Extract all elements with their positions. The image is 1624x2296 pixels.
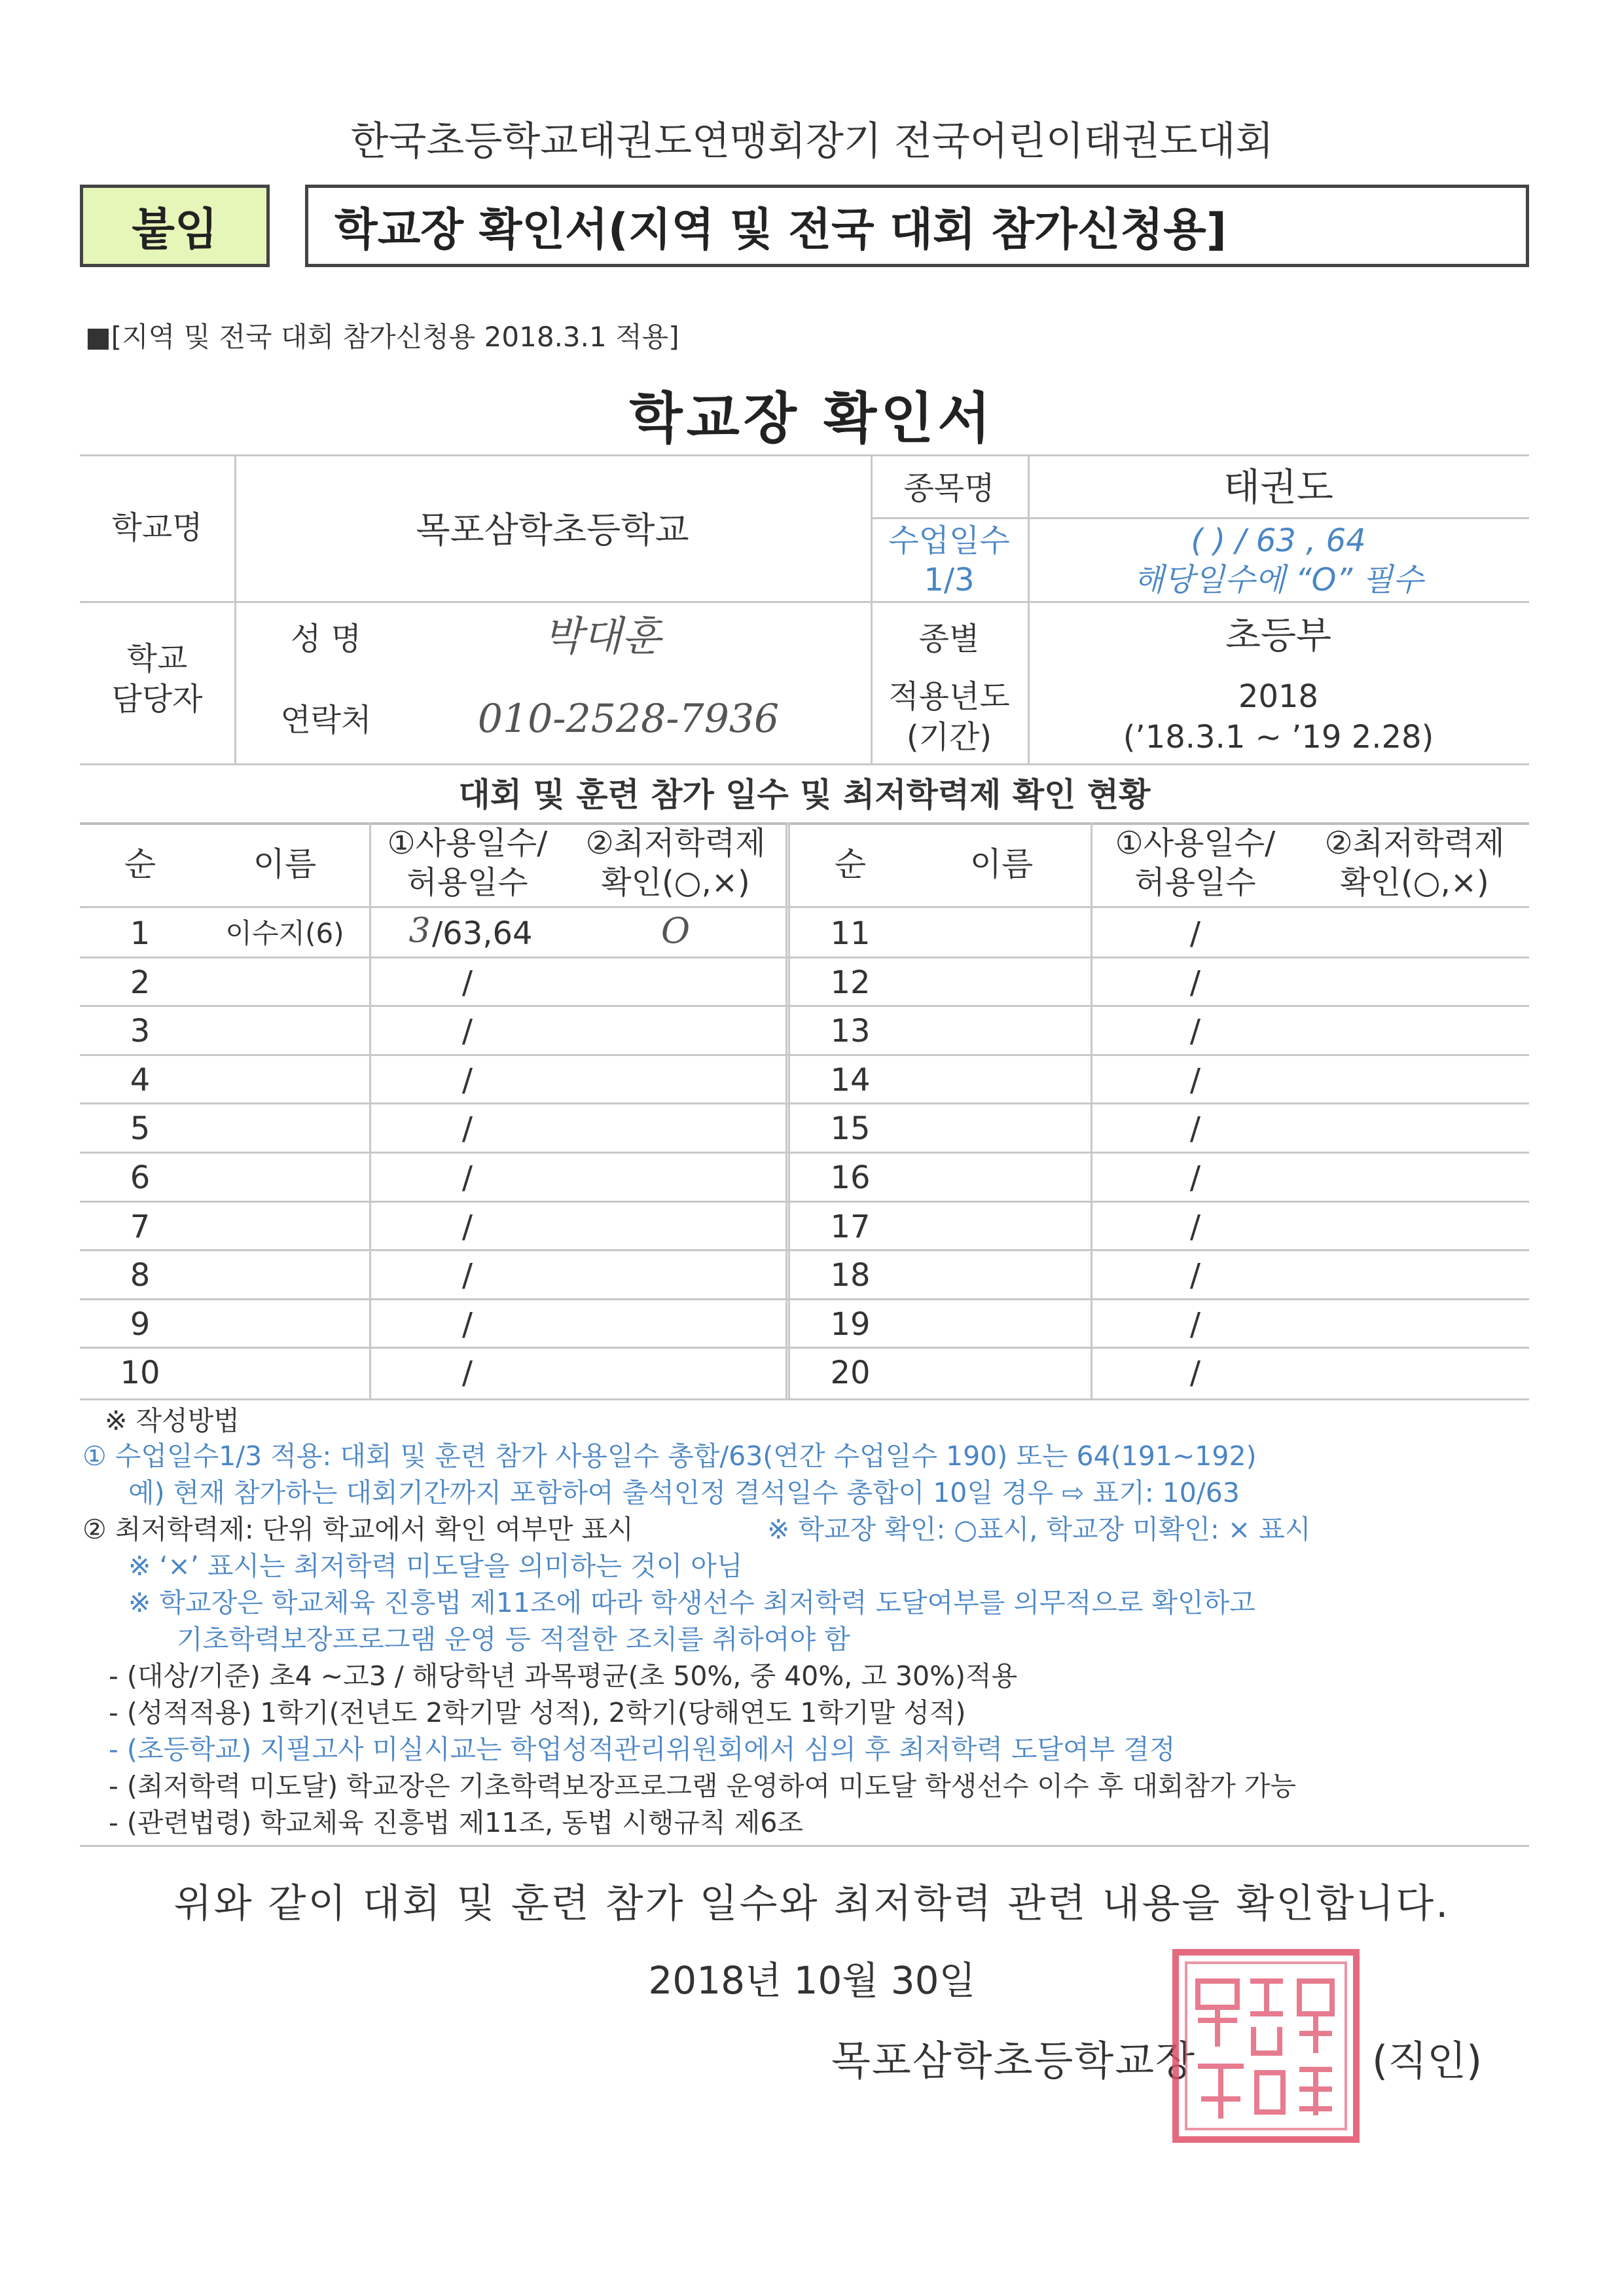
note-line-3b: ※ 학교장 확인: ○표시, 학교장 미확인: × 표시 bbox=[767, 1514, 1311, 1545]
row-number: 20 bbox=[830, 1355, 871, 1391]
note-line-5: ※ 학교장은 학교체육 진흥법 제11조에 따라 학생선수 최저학력 도달여부를 의무적으로 확인하고 bbox=[128, 1587, 1255, 1618]
principal-signature: 목포삼학초등학교장 bbox=[831, 2037, 1197, 2085]
note-line-6: 기초학력보장프로그램 운영 등 적절한 조치를 취하여야 함 bbox=[177, 1624, 850, 1655]
status-header-border bbox=[80, 906, 1529, 908]
row-number: 1 bbox=[130, 915, 151, 952]
row-number: 8 bbox=[130, 1257, 151, 1294]
row-number: 12 bbox=[830, 964, 871, 1001]
contact-handwritten: 010-2528-7936 bbox=[477, 696, 780, 742]
row-divider bbox=[80, 1298, 1529, 1300]
note-line-7: - (대상/기준) 초4 ~고3 / 해당학년 과목평균(초 50%, 중 40%, 고 30%)적용 bbox=[109, 1660, 1018, 1692]
division-value: 초등부 bbox=[1225, 615, 1332, 657]
row-number: 15 bbox=[830, 1110, 871, 1147]
row-number: 19 bbox=[830, 1306, 871, 1343]
header-days-right-2: 허용일수 bbox=[1134, 864, 1256, 901]
row-number: 5 bbox=[130, 1110, 151, 1147]
allowed-days: / bbox=[1189, 1257, 1201, 1294]
row-number: 9 bbox=[130, 1306, 151, 1343]
allowed-days: / bbox=[461, 1110, 473, 1147]
info-top-border bbox=[80, 454, 1529, 456]
row-divider bbox=[80, 1347, 1529, 1349]
confirm-statement: 위와 같이 대회 및 훈련 참가 일수와 최저학력 관련 내용을 확인합니다. bbox=[173, 1881, 1451, 1927]
info-divider bbox=[80, 601, 1529, 603]
contact-label: 연락처 bbox=[280, 702, 372, 738]
form-code: ■[지역 및 전국 대회 참가신청용 2018.3.1 적용] bbox=[85, 321, 679, 353]
header-check-left-2: 확인(○,×) bbox=[601, 864, 750, 901]
note-line-8: - (성적적용) 1학기(전년도 2학기말 성적), 2학기(당해연도 1학기말 성적) bbox=[109, 1697, 966, 1728]
staff-label-1: 학교 bbox=[126, 640, 188, 677]
allowed-days: / bbox=[461, 1257, 473, 1294]
event-title: 한국초등학교태권도연맹회장기 전국어린이태권도대회 bbox=[350, 118, 1274, 164]
header-check-right-1: ②최저학력제 bbox=[1324, 825, 1505, 862]
allowed-days: / bbox=[461, 964, 473, 1001]
spacer bbox=[234, 682, 871, 684]
header-days-left-1: ①사용일수/ bbox=[387, 825, 548, 862]
header-check-right-2: 확인(○,×) bbox=[1340, 864, 1489, 901]
class-days-value: ( ) / 63 , 64 bbox=[1191, 522, 1366, 559]
allowed-days: / bbox=[461, 1062, 473, 1099]
row-divider bbox=[80, 1249, 1529, 1251]
notes-heading: ※ 작성방법 bbox=[105, 1405, 240, 1436]
header-name-left: 이름 bbox=[253, 845, 317, 883]
allowed-days: / bbox=[1189, 1110, 1201, 1147]
attachment-badge bbox=[80, 185, 270, 267]
row-number: 3 bbox=[130, 1013, 151, 1049]
class-days-note: 해당일수에 “O” 필수 bbox=[1133, 562, 1424, 598]
header-days-left-2: 허용일수 bbox=[406, 864, 528, 901]
row-divider bbox=[80, 1201, 1529, 1203]
grade-check-mark: O bbox=[660, 910, 691, 951]
header-name-right: 이름 bbox=[969, 845, 1034, 883]
row-divider bbox=[80, 1102, 1529, 1104]
used-days-handwritten: 3 bbox=[408, 911, 431, 951]
row-number: 10 bbox=[120, 1355, 160, 1391]
allowed-days: / bbox=[1189, 1013, 1201, 1049]
document-title: 학교장 확인서 bbox=[629, 386, 995, 450]
seal-label: (직인) bbox=[1372, 2037, 1483, 2085]
allowed-days: / bbox=[1189, 964, 1201, 1001]
note-line-1: ① 수업일수1/3 적용: 대회 및 훈련 참가 사용일수 총합/63(연간 수업일수 190) 또는 64(191~192) bbox=[82, 1440, 1257, 1472]
year-label-1: 적용년도 bbox=[888, 678, 1010, 715]
staff-label-2: 담당자 bbox=[111, 681, 203, 718]
notes-bottom-border bbox=[80, 1845, 1529, 1847]
status-center-line bbox=[785, 822, 787, 1398]
allowed-days: / bbox=[461, 1306, 473, 1343]
note-line-11: - (관련법령) 학교체육 진흥법 제11조, 동법 시행규칙 제6조 bbox=[109, 1807, 804, 1838]
allowed-days: / bbox=[1189, 1062, 1201, 1099]
row-number: 6 bbox=[130, 1159, 151, 1196]
info-divider bbox=[871, 517, 1529, 519]
allowed-days: / bbox=[461, 1209, 473, 1245]
division-label: 종별 bbox=[918, 621, 980, 657]
school-seal-stamp bbox=[1172, 1948, 1362, 2145]
row-number: 14 bbox=[830, 1062, 871, 1099]
staff-name-handwritten: 박대훈 bbox=[543, 612, 661, 660]
row-divider bbox=[80, 1152, 1529, 1154]
allowed-days: / bbox=[1189, 1209, 1201, 1245]
status-bottom-border bbox=[80, 1398, 1529, 1400]
row-divider bbox=[80, 1005, 1529, 1007]
note-line-4: ※ ‘×’ 표시는 최저학력 미도달을 의미하는 것이 아님 bbox=[128, 1550, 743, 1582]
row-number: 4 bbox=[130, 1062, 151, 1099]
row-number: 11 bbox=[830, 915, 871, 952]
school-label: 학교명 bbox=[111, 509, 203, 546]
allowed-days: / bbox=[1189, 1306, 1201, 1343]
confirm-date: 2018년 10월 30일 bbox=[648, 1958, 976, 2003]
class-days-label: 수업일수 bbox=[888, 522, 1010, 559]
note-line-3a: ② 최저학력제: 단위 학교에서 확인 여부만 표시 bbox=[82, 1514, 634, 1545]
allowed-days: / bbox=[1189, 1355, 1201, 1391]
row-number: 13 bbox=[830, 1013, 871, 1049]
school-name: 목포삼학초등학교 bbox=[416, 509, 689, 551]
allowed-days: / bbox=[1189, 1159, 1201, 1196]
header-no-right: 순 bbox=[834, 845, 867, 883]
class-days-fraction: 1/3 bbox=[924, 562, 975, 598]
name-label: 성 명 bbox=[291, 621, 361, 657]
allowed-days: / bbox=[461, 1355, 473, 1391]
status-title: 대회 및 훈련 참가 일수 및 최저학력제 확인 현황 bbox=[458, 776, 1151, 814]
info-bottom-border bbox=[80, 763, 1529, 765]
row-number: 7 bbox=[130, 1209, 151, 1245]
year-period: (’18.3.1 ~ ’19 2.28) bbox=[1123, 719, 1434, 756]
row-number: 16 bbox=[830, 1159, 871, 1196]
row-divider bbox=[80, 957, 1529, 958]
row-number: 18 bbox=[830, 1257, 871, 1294]
row-number: 2 bbox=[130, 964, 151, 1001]
allowed-days: / bbox=[461, 1159, 473, 1196]
row-divider bbox=[80, 1054, 1529, 1056]
allowed-days: / bbox=[461, 1013, 473, 1049]
note-line-10: - (최저학력 미도달) 학교장은 기초학력보장프로그램 운영하여 미도달 학생선수 이수 후 대회참가 가능 bbox=[109, 1770, 1296, 1802]
allowed-days: / bbox=[1189, 915, 1201, 952]
allowed-days: /63,64 bbox=[432, 915, 533, 952]
attachment-label: 붙임 bbox=[132, 204, 218, 256]
year-label-2: (기간) bbox=[906, 719, 992, 756]
sport-label: 종목명 bbox=[903, 470, 995, 507]
note-line-2: 예) 현재 참가하는 대회기간까지 포함하여 출석인정 결석일수 총합이 10일 경우 ⇨ 표기: 10/63 bbox=[128, 1477, 1240, 1508]
student-name: 이수지(6) bbox=[225, 917, 344, 949]
sport-value: 태권도 bbox=[1223, 465, 1334, 509]
form-title: 학교장 확인서(지역 및 전국 대회 참가신청용] bbox=[334, 204, 1227, 256]
form-title-box bbox=[305, 185, 1529, 267]
note-line-9: - (초등학교) 지필고사 미실시교는 학업성적관리위원회에서 심의 후 최저학력 도달여부 결정 bbox=[109, 1734, 1176, 1765]
header-no-left: 순 bbox=[124, 845, 156, 883]
year-value: 2018 bbox=[1238, 678, 1319, 715]
row-number: 17 bbox=[830, 1209, 871, 1245]
header-check-left-1: ②최저학력제 bbox=[585, 825, 766, 862]
header-days-right-1: ①사용일수/ bbox=[1115, 825, 1276, 862]
